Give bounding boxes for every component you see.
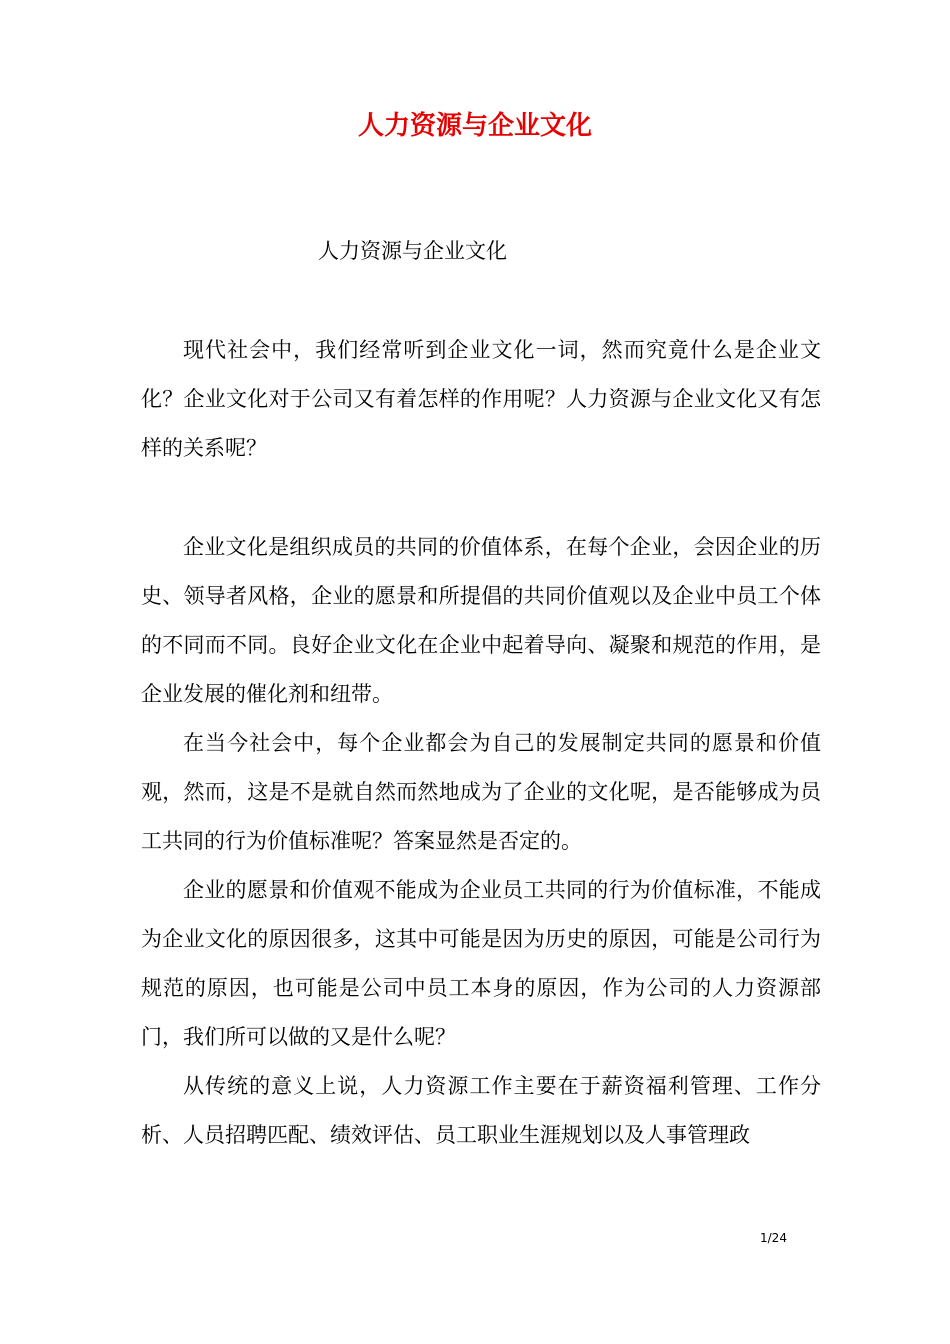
paragraph-3: 在当今社会中，每个企业都会为自己的发展制定共同的愿景和价值观，然而，这是不是就自然而然地成为了企业的文化呢，是否能够成为员工共同的行为价值标准呢？答案显然是否定的。 <box>141 731 821 853</box>
paragraph-5: 从传统的意义上说，人力资源工作主要在于薪资福利管理、工作分析、人员招聘匹配、绩效评估、员工职业生涯规划以及人事管理政 <box>141 1074 821 1147</box>
document-title: 人力资源与企业文化 <box>357 111 592 141</box>
paragraph-2: 企业文化是组织成员的共同的价值体系，在每个企业，会因企业的历史、领导者风格，企业的愿景和所提倡的共同价值观以及企业中员工个体的不同而不同。良好企业文化在企业中起着导向、凝聚和规范的作用，是企业发展的催化剂和纽带。 <box>141 535 821 706</box>
paragraph-4: 企业的愿景和价值观不能成为企业员工共同的行为价值标准，不能成为企业文化的原因很多，这其中可能是因为历史的原因，可能是公司行为规范的原因，也可能是公司中员工本身的原因，作为公司的人力资源部门，我们所可以做的又是什么呢？ <box>141 878 821 1049</box>
paragraph-1: 现代社会中，我们经常听到企业文化一词，然而究竟什么是企业文化？企业文化对于公司又有着怎样的作用呢？人力资源与企业文化又有怎样的关系呢？ <box>141 338 821 460</box>
page-number: 1/24 <box>760 1231 787 1245</box>
document-subtitle: 人力资源与企业文化 <box>318 239 507 263</box>
